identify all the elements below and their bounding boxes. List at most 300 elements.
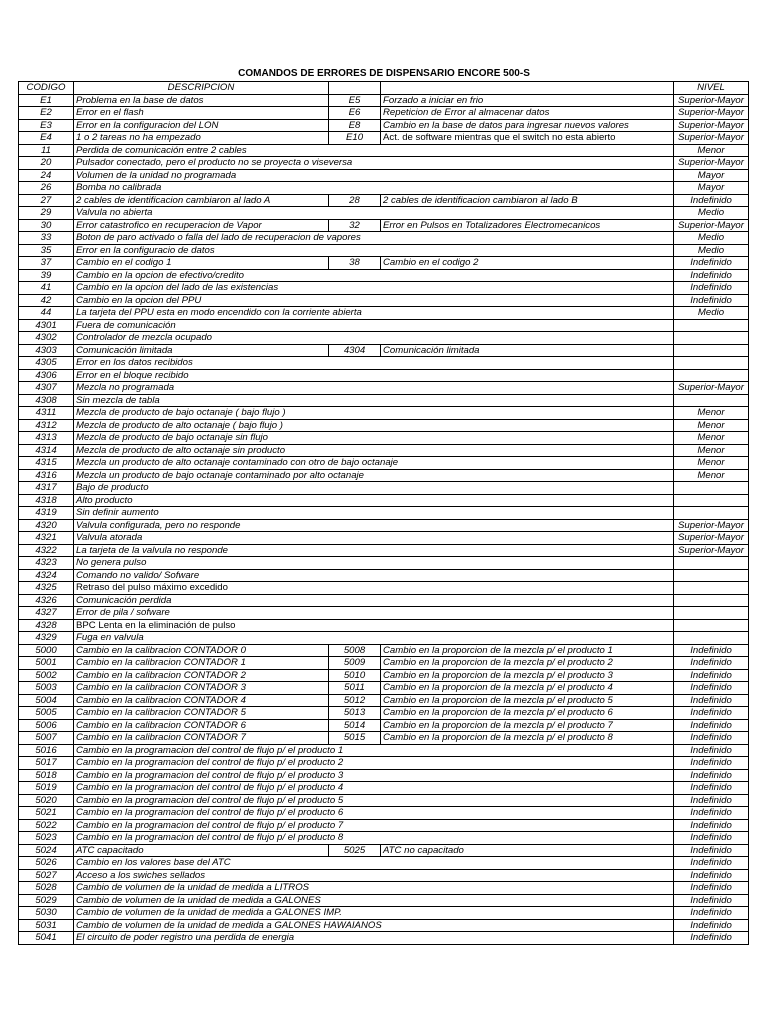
header-level: NIVEL — [674, 82, 749, 95]
row-code: 5027 — [19, 869, 74, 882]
row-description: Cambio en la calibracion CONTADOR 4 — [74, 694, 329, 707]
row-description-2: Cambio en la proporcion de la mezcla p/ el producto 4 — [381, 682, 674, 695]
row-level: Superior-Mayor — [674, 157, 749, 170]
row-code: 5005 — [19, 707, 74, 720]
table-row — [19, 894, 749, 907]
row-description-2: Repeticion de Error al almacenar datos — [381, 107, 674, 120]
row-description: Cambio en la opcion del PPU — [74, 294, 674, 307]
row-level — [674, 394, 749, 407]
table-row — [19, 182, 749, 195]
row-code-2: 38 — [329, 257, 381, 270]
row-level: Superior-Mayor — [674, 519, 749, 532]
row-description: Sin definir aumento — [74, 507, 674, 520]
row-description: BPC Lenta en la eliminación de pulso — [74, 619, 674, 632]
row-code: 4328 — [19, 619, 74, 632]
row-description: 2 cables de identificacion cambiaron al lado A — [74, 194, 329, 207]
row-level: Indefinido — [674, 832, 749, 845]
row-description: Alto producto — [74, 494, 674, 507]
row-description: Cambio en la programacion del control de flujo p/ el producto 6 — [74, 807, 674, 820]
row-code-2: 32 — [329, 219, 381, 232]
table-row — [19, 294, 749, 307]
row-code: 24 — [19, 169, 74, 182]
row-level — [674, 494, 749, 507]
row-description-2: 2 cables de identificacion cambiaron al lado B — [381, 194, 674, 207]
row-description: Cambio en la programacion del control de flujo p/ el producto 4 — [74, 782, 674, 795]
row-level: Mayor — [674, 169, 749, 182]
table-row — [19, 544, 749, 557]
row-level: Indefinido — [674, 819, 749, 832]
row-code: 4315 — [19, 457, 74, 470]
table-row — [19, 769, 749, 782]
row-description-2: Cambio en la proporcion de la mezcla p/ el producto 8 — [381, 732, 674, 745]
row-description: Comunicación perdida — [74, 594, 674, 607]
row-level: Indefinido — [674, 744, 749, 757]
row-code: 4323 — [19, 557, 74, 570]
row-level — [674, 319, 749, 332]
table-row — [19, 344, 749, 357]
row-description: Cambio en la programacion del control de flujo p/ el producto 1 — [74, 744, 674, 757]
table-row — [19, 757, 749, 770]
table-row — [19, 194, 749, 207]
row-level: Superior-Mayor — [674, 119, 749, 132]
row-code: 5024 — [19, 844, 74, 857]
row-level: Medio — [674, 207, 749, 220]
row-description: Error en el flash — [74, 107, 329, 120]
row-code: 5023 — [19, 832, 74, 845]
table-row — [19, 207, 749, 220]
row-code: 5041 — [19, 932, 74, 945]
row-level: Indefinido — [674, 682, 749, 695]
row-level: Indefinido — [674, 919, 749, 932]
row-description: Cambio de volumen de la unidad de medida a GALONES HAWAIANOS — [74, 919, 674, 932]
row-code: 4307 — [19, 382, 74, 395]
table-row — [19, 144, 749, 157]
row-level: Indefinido — [674, 844, 749, 857]
row-description: El circuito de poder registro una perdida de energia — [74, 932, 674, 945]
table-row — [19, 794, 749, 807]
table-row — [19, 244, 749, 257]
row-code-2: 5012 — [329, 694, 381, 707]
row-description: ATC capacitado — [74, 844, 329, 857]
row-description: Cambio en la programacion del control de flujo p/ el producto 3 — [74, 769, 674, 782]
row-code: 5026 — [19, 857, 74, 870]
row-level: Indefinido — [674, 257, 749, 270]
row-code: 4319 — [19, 507, 74, 520]
row-level: Superior-Mayor — [674, 107, 749, 120]
table-row — [19, 694, 749, 707]
row-level: Indefinido — [674, 269, 749, 282]
table-row — [19, 444, 749, 457]
row-description: Cambio en la programacion del control de flujo p/ el producto 8 — [74, 832, 674, 845]
row-level: Indefinido — [674, 294, 749, 307]
table-row — [19, 819, 749, 832]
row-code: 4318 — [19, 494, 74, 507]
row-code: 5028 — [19, 882, 74, 895]
table-row — [19, 594, 749, 607]
header-description: DESCRIPCION — [74, 82, 329, 95]
table-row — [19, 457, 749, 470]
row-code: 4321 — [19, 532, 74, 545]
row-description: La tarjeta del PPU esta en modo encendido con la corriente abierta — [74, 307, 674, 320]
header-code-2 — [329, 82, 381, 95]
table-row — [19, 307, 749, 320]
row-description: Valvula configurada, pero no responde — [74, 519, 674, 532]
row-level: Menor — [674, 457, 749, 470]
row-level — [674, 619, 749, 632]
row-description: Mezcla un producto de alto octanaje contaminado con otro de bajo octanaje — [74, 457, 674, 470]
table-row — [19, 132, 749, 145]
row-description-2: Act. de software mientras que el switch no esta abierto — [381, 132, 674, 145]
row-level: Indefinido — [674, 732, 749, 745]
row-code: 26 — [19, 182, 74, 195]
row-code: 4302 — [19, 332, 74, 345]
row-description-2: Comunicación limitada — [381, 344, 674, 357]
row-level — [674, 507, 749, 520]
row-code: 5031 — [19, 919, 74, 932]
table-row — [19, 407, 749, 420]
table-row — [19, 119, 749, 132]
row-level — [674, 332, 749, 345]
row-description: Cambio en la opcion del lado de las existencias — [74, 282, 674, 295]
row-code: 4303 — [19, 344, 74, 357]
table-row — [19, 619, 749, 632]
row-level — [674, 557, 749, 570]
row-code: 5016 — [19, 744, 74, 757]
table-row — [19, 282, 749, 295]
row-code: 4301 — [19, 319, 74, 332]
row-description: Valvula no abierta — [74, 207, 674, 220]
row-level — [674, 569, 749, 582]
row-level: Indefinido — [674, 757, 749, 770]
row-level: Indefinido — [674, 857, 749, 870]
row-level: Superior-Mayor — [674, 382, 749, 395]
table-row — [19, 607, 749, 620]
row-level: Menor — [674, 407, 749, 420]
row-level: Indefinido — [674, 707, 749, 720]
row-code-2: 5008 — [329, 644, 381, 657]
table-row — [19, 482, 749, 495]
row-code-2: 28 — [329, 194, 381, 207]
row-level: Indefinido — [674, 194, 749, 207]
row-level: Indefinido — [674, 644, 749, 657]
table-row — [19, 232, 749, 245]
table-row — [19, 382, 749, 395]
row-description: Cambio en la programacion del control de flujo p/ el producto 7 — [74, 819, 674, 832]
row-code: 5007 — [19, 732, 74, 745]
table-row — [19, 932, 749, 945]
table-row — [19, 832, 749, 845]
row-description: Mezcla no programada — [74, 382, 674, 395]
row-level: Superior-Mayor — [674, 219, 749, 232]
row-description: Error en los datos recibidos — [74, 357, 674, 370]
row-description-2: Cambio en el codigo 2 — [381, 257, 674, 270]
row-description: Mezcla de producto de bajo octanaje ( bajo flujo ) — [74, 407, 674, 420]
row-code: 5000 — [19, 644, 74, 657]
row-description: No genera pulso — [74, 557, 674, 570]
row-code: E1 — [19, 94, 74, 107]
row-code-2: E8 — [329, 119, 381, 132]
row-level: Indefinido — [674, 719, 749, 732]
table-row — [19, 532, 749, 545]
row-description: Controlador de mezcla ocupado — [74, 332, 674, 345]
row-description: Fuera de comunicación — [74, 319, 674, 332]
row-level: Indefinido — [674, 807, 749, 820]
table-row — [19, 807, 749, 820]
table-row — [19, 882, 749, 895]
row-level: Superior-Mayor — [674, 94, 749, 107]
row-level: Menor — [674, 432, 749, 445]
table-row — [19, 357, 749, 370]
row-level — [674, 344, 749, 357]
table-row — [19, 707, 749, 720]
row-code: 5022 — [19, 819, 74, 832]
row-description: Volumen de la unidad no programada — [74, 169, 674, 182]
row-code: 4327 — [19, 607, 74, 620]
header-code: CODIGO — [19, 82, 74, 95]
error-codes-table — [18, 81, 749, 945]
row-code: 4313 — [19, 432, 74, 445]
table-row — [19, 632, 749, 645]
row-code: 29 — [19, 207, 74, 220]
row-description: Comunicación limitada — [74, 344, 329, 357]
row-description: Cambio en la calibracion CONTADOR 2 — [74, 669, 329, 682]
row-description: Valvula atorada — [74, 532, 674, 545]
row-description: Cambio en la programacion del control de flujo p/ el producto 5 — [74, 794, 674, 807]
row-description: Cambio en la calibracion CONTADOR 5 — [74, 707, 329, 720]
table-row — [19, 907, 749, 920]
row-level: Indefinido — [674, 869, 749, 882]
row-level: Indefinido — [674, 782, 749, 795]
row-description: Cambio en la programacion del control de flujo p/ el producto 2 — [74, 757, 674, 770]
table-row — [19, 719, 749, 732]
row-description: Problema en la base de datos — [74, 94, 329, 107]
row-code-2: 4304 — [329, 344, 381, 357]
row-description: Error de pila / sofware — [74, 607, 674, 620]
row-description: Bajo de producto — [74, 482, 674, 495]
row-description: Cambio de volumen de la unidad de medida a GALONES — [74, 894, 674, 907]
row-code: 30 — [19, 219, 74, 232]
row-code: 5001 — [19, 657, 74, 670]
page-title-text: COMANDOS DE ERRORES DE DISPENSARIO ENCORE 500-S — [238, 68, 530, 79]
row-description: Perdida de comunicación entre 2 cables — [74, 144, 674, 157]
row-level: Superior-Mayor — [674, 132, 749, 145]
row-level — [674, 357, 749, 370]
row-description-2: Cambio en la proporcion de la mezcla p/ el producto 1 — [381, 644, 674, 657]
row-level: Indefinido — [674, 669, 749, 682]
row-description-2: Forzado a iniciar en frio — [381, 94, 674, 107]
row-description: Cambio en la calibracion CONTADOR 1 — [74, 657, 329, 670]
row-description: Retraso del pulso máximo excedido — [74, 582, 674, 595]
row-level: Indefinido — [674, 282, 749, 295]
row-code: 5019 — [19, 782, 74, 795]
row-code: 27 — [19, 194, 74, 207]
row-code-2: 5009 — [329, 657, 381, 670]
row-code: 42 — [19, 294, 74, 307]
row-description: La tarjeta de la valvula no responde — [74, 544, 674, 557]
row-description: Cambio en la calibracion CONTADOR 3 — [74, 682, 329, 695]
table-row — [19, 657, 749, 670]
row-code: 4324 — [19, 569, 74, 582]
row-code-2: E10 — [329, 132, 381, 145]
row-description: Mezcla de producto de alto octanaje ( bajo flujo ) — [74, 419, 674, 432]
row-level: Menor — [674, 144, 749, 157]
row-code: 41 — [19, 282, 74, 295]
row-description: Mezcla un producto de bajo octanaje contaminado por alto octanaje — [74, 469, 674, 482]
row-description: Cambio en la calibracion CONTADOR 0 — [74, 644, 329, 657]
row-description: Acceso a los swiches sellados — [74, 869, 674, 882]
row-level: Indefinido — [674, 882, 749, 895]
row-level: Indefinido — [674, 769, 749, 782]
row-description-2: Cambio en la base de datos para ingresar nuevos valores — [381, 119, 674, 132]
row-code-2: 5014 — [329, 719, 381, 732]
row-level — [674, 632, 749, 645]
row-description: Bomba no calibrada — [74, 182, 674, 195]
row-description: Mezcla de producto de bajo octanaje sin flujo — [74, 432, 674, 445]
row-code: 4305 — [19, 357, 74, 370]
row-description: Error en la configuracion del LON — [74, 119, 329, 132]
row-level: Mayor — [674, 182, 749, 195]
row-code: 4326 — [19, 594, 74, 607]
row-level: Menor — [674, 419, 749, 432]
row-code: 4308 — [19, 394, 74, 407]
row-description: Pulsador conectado, pero el producto no se proyecta o viseversa — [74, 157, 674, 170]
row-description-2: ATC no capacitado — [381, 844, 674, 857]
row-description: Cambio de volumen de la unidad de medida a LITROS — [74, 882, 674, 895]
row-description: Cambio de volumen de la unidad de medida a GALONES IMP. — [74, 907, 674, 920]
row-code: E2 — [19, 107, 74, 120]
row-description: Cambio en el codigo 1 — [74, 257, 329, 270]
row-code: 5003 — [19, 682, 74, 695]
table-row — [19, 857, 749, 870]
row-code: 5018 — [19, 769, 74, 782]
row-level — [674, 594, 749, 607]
row-code: 4306 — [19, 369, 74, 382]
row-level: Indefinido — [674, 932, 749, 945]
table-row — [19, 582, 749, 595]
row-code: 4320 — [19, 519, 74, 532]
row-code-2: 5011 — [329, 682, 381, 695]
row-code: 37 — [19, 257, 74, 270]
table-row — [19, 157, 749, 170]
row-description: Cambio en la calibracion CONTADOR 6 — [74, 719, 329, 732]
row-description: Sin mezcla de tabla — [74, 394, 674, 407]
row-description-2: Cambio en la proporcion de la mezcla p/ el producto 7 — [381, 719, 674, 732]
table-row — [19, 744, 749, 757]
row-code-2: E5 — [329, 94, 381, 107]
row-description: 1 o 2 tareas no ha empezado — [74, 132, 329, 145]
row-description: Boton de paro activado o falla del lado de recuperacion de vapores — [74, 232, 674, 245]
row-code: 11 — [19, 144, 74, 157]
row-description: Error en el bloque recibido — [74, 369, 674, 382]
table-row — [19, 257, 749, 270]
row-description: Error en la configuracio de datos — [74, 244, 674, 257]
row-code-2: 5010 — [329, 669, 381, 682]
row-level: Menor — [674, 444, 749, 457]
row-code: 4325 — [19, 582, 74, 595]
row-level: Medio — [674, 232, 749, 245]
row-description-2: Cambio en la proporcion de la mezcla p/ el producto 2 — [381, 657, 674, 670]
row-level: Indefinido — [674, 907, 749, 920]
row-description: Cambio en los valores base del ATC — [74, 857, 674, 870]
page-title — [0, 68, 768, 82]
row-code: 4316 — [19, 469, 74, 482]
table-row — [19, 919, 749, 932]
row-description-2: Cambio en la proporcion de la mezcla p/ el producto 3 — [381, 669, 674, 682]
row-code: 35 — [19, 244, 74, 257]
row-code-2: 5015 — [329, 732, 381, 745]
row-code: 4311 — [19, 407, 74, 420]
row-code: 4312 — [19, 419, 74, 432]
row-code: 33 — [19, 232, 74, 245]
table-row — [19, 94, 749, 107]
row-code: E4 — [19, 132, 74, 145]
row-code: E3 — [19, 119, 74, 132]
row-code: 5020 — [19, 794, 74, 807]
row-description-2: Cambio en la proporcion de la mezcla p/ el producto 6 — [381, 707, 674, 720]
table-header-row — [19, 82, 749, 95]
row-level: Medio — [674, 244, 749, 257]
table-row — [19, 219, 749, 232]
row-level — [674, 369, 749, 382]
row-code: 4329 — [19, 632, 74, 645]
row-code: 5021 — [19, 807, 74, 820]
row-level — [674, 607, 749, 620]
table-row — [19, 332, 749, 345]
row-code: 20 — [19, 157, 74, 170]
table-row — [19, 669, 749, 682]
row-description: Fuga en valvula — [74, 632, 674, 645]
row-level: Indefinido — [674, 657, 749, 670]
row-level: Indefinido — [674, 894, 749, 907]
table-row — [19, 844, 749, 857]
table-row — [19, 682, 749, 695]
table-row — [19, 557, 749, 570]
table-row — [19, 369, 749, 382]
row-description: Cambio en la opcion de efectivo/credito — [74, 269, 674, 282]
row-code-2: E6 — [329, 107, 381, 120]
row-level: Superior-Mayor — [674, 532, 749, 545]
row-level: Indefinido — [674, 794, 749, 807]
table-row — [19, 782, 749, 795]
row-level: Indefinido — [674, 694, 749, 707]
row-code: 4322 — [19, 544, 74, 557]
table-row — [19, 269, 749, 282]
row-description: Comando no valido/ Sofware — [74, 569, 674, 582]
row-code: 5006 — [19, 719, 74, 732]
row-level: Menor — [674, 469, 749, 482]
table-row — [19, 869, 749, 882]
row-description: Cambio en la calibracion CONTADOR 7 — [74, 732, 329, 745]
row-code: 5002 — [19, 669, 74, 682]
row-code: 4317 — [19, 482, 74, 495]
table-row — [19, 394, 749, 407]
table-row — [19, 519, 749, 532]
table-row — [19, 419, 749, 432]
row-level: Medio — [674, 307, 749, 320]
row-description: Error catastrofico en recuperacion de Vapor — [74, 219, 329, 232]
row-code: 5030 — [19, 907, 74, 920]
row-code-2: 5025 — [329, 844, 381, 857]
header-description-2 — [381, 82, 674, 95]
table-row — [19, 319, 749, 332]
table-row — [19, 469, 749, 482]
table-row — [19, 432, 749, 445]
table-row — [19, 169, 749, 182]
table-row — [19, 107, 749, 120]
table-row — [19, 732, 749, 745]
table-row — [19, 569, 749, 582]
row-code: 4314 — [19, 444, 74, 457]
